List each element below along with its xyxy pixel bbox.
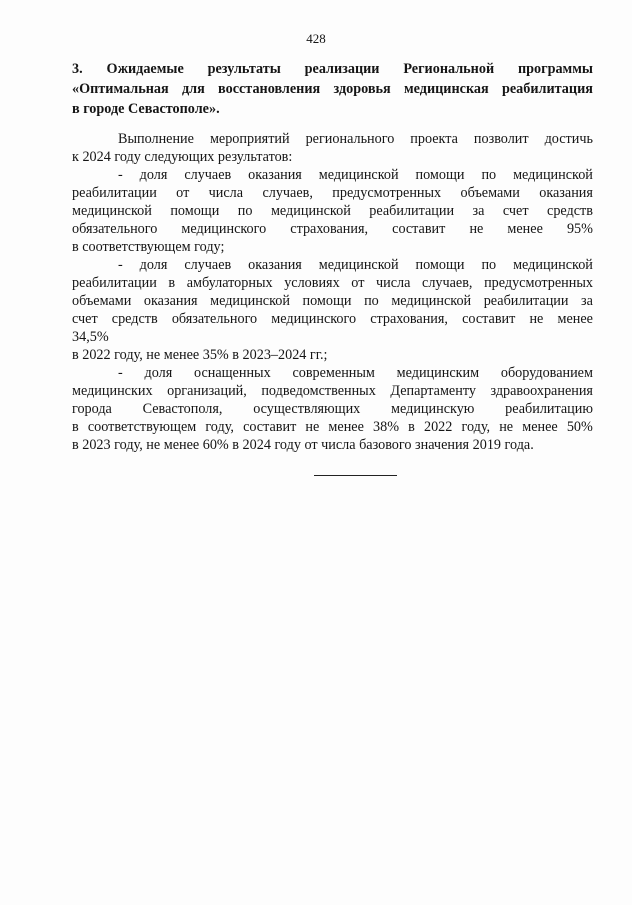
word: медицинской [318, 257, 399, 273]
word: доля [139, 167, 168, 183]
word: подведомственных [261, 383, 376, 399]
word: числа [376, 275, 411, 291]
word: для [181, 81, 205, 97]
word: регионального [305, 131, 395, 147]
word: медицинских [72, 383, 153, 399]
item2-line-2 [72, 274, 593, 292]
word: 38% [373, 419, 400, 435]
word: проекта [410, 131, 458, 147]
word: страхования, [370, 311, 448, 327]
word: соответствующем [87, 419, 197, 435]
word: Департаменту [390, 383, 476, 399]
word: за [581, 293, 593, 309]
word: средств [547, 203, 593, 219]
word: случаев [184, 257, 232, 273]
word: Ожидаемые [106, 61, 184, 77]
word: - [118, 257, 123, 273]
word: в [168, 275, 176, 291]
word: медицинского [271, 311, 357, 327]
word: «Оптимальная [72, 81, 169, 97]
page-number: 428 [306, 31, 326, 46]
item1-line-2 [72, 184, 593, 202]
word: страхования, [290, 221, 369, 237]
word: помощи [302, 293, 352, 309]
word: здравоохранения [490, 383, 593, 399]
word: реабилитацию [505, 401, 593, 417]
word: оснащенных [194, 365, 271, 381]
word: оказания [248, 167, 302, 183]
word: восстановления [218, 81, 321, 97]
item3-line-5: в 2023 году, не менее 60% в 2024 году от числа базового значения 2019 года. [72, 437, 534, 453]
item1-line-4 [72, 220, 593, 238]
item3-line-2 [72, 382, 593, 400]
word: Севастополя, [142, 401, 223, 417]
word: медицинской [513, 167, 593, 183]
word: счет [502, 203, 529, 219]
section-end-divider [314, 475, 397, 476]
word: не [469, 221, 484, 237]
intro-line-2: к 2024 году следующих результатов: [72, 149, 293, 165]
word: условиях [284, 275, 340, 291]
word: осуществляющих [253, 401, 361, 417]
word: реализации [304, 61, 380, 77]
word: Выполнение [118, 131, 194, 147]
word: реабилитации [369, 203, 455, 219]
word: доля [144, 365, 173, 381]
word: медицинской [513, 257, 593, 273]
word: позволит [473, 131, 529, 147]
word: по [364, 293, 379, 309]
word: объемами [72, 293, 132, 309]
word: составит [462, 311, 516, 327]
item2-line-3 [72, 292, 593, 310]
word: медицинской [72, 203, 152, 219]
word: году, [205, 419, 234, 435]
word: составит [243, 419, 297, 435]
word: в [72, 419, 79, 435]
word: обязательного [171, 311, 258, 327]
word: менее [557, 311, 593, 327]
word: медицинской [270, 203, 351, 219]
word: медицинского [181, 221, 267, 237]
word: в [408, 419, 415, 435]
word: менее [522, 419, 558, 435]
section-heading-line-1 [72, 59, 593, 79]
item2-line-6: в 2022 году, не менее 35% в 2023–2024 гг.; [72, 347, 328, 363]
word: оборудованием [500, 365, 593, 381]
word: объемами [460, 185, 520, 201]
word: оказания [248, 257, 302, 273]
word: - [118, 167, 123, 183]
item1-line-5: в соответствующем году; [72, 239, 225, 255]
word: предусмотренных [332, 185, 442, 201]
word: предусмотренных [484, 275, 593, 291]
word: не [305, 419, 320, 435]
word: амбулаторных [186, 275, 273, 291]
word: результаты [207, 61, 281, 77]
word: составит [392, 221, 446, 237]
word: мероприятий [209, 131, 290, 147]
word: числа [208, 185, 244, 201]
word: медицинской [391, 293, 472, 309]
word: за [472, 203, 485, 219]
word: медицинскую [391, 401, 475, 417]
word: помощи [415, 257, 465, 273]
word: году, [461, 419, 491, 435]
word: менее [507, 221, 543, 237]
word: медицинская [404, 81, 489, 97]
word: города [72, 401, 112, 417]
word: доля [139, 257, 168, 273]
word: помощи [415, 167, 465, 183]
word: оказания [539, 185, 593, 201]
word: 2022 [423, 419, 453, 435]
word: оказания [143, 293, 198, 309]
word: программы [517, 61, 593, 77]
item3-line-3 [72, 400, 593, 418]
item2-line-5: 34,5% [72, 329, 109, 345]
item1-line-1 [118, 166, 593, 184]
word: обязательного [72, 221, 158, 237]
word: - [118, 365, 123, 381]
item2-line-4 [72, 310, 593, 328]
word: от [176, 185, 190, 201]
word: по [481, 167, 497, 183]
word: по [237, 203, 253, 219]
word: случаев, [262, 185, 313, 201]
word: медицинским [396, 365, 480, 381]
word: помощи [170, 203, 220, 219]
item2-line-1 [118, 256, 593, 274]
word: от [351, 275, 365, 291]
word: медицинской [210, 293, 290, 309]
word: 50% [566, 419, 593, 435]
word: 95% [566, 221, 593, 237]
section-heading-line-2 [72, 79, 593, 99]
item1-line-3 [72, 202, 593, 220]
word: реабилитации [483, 293, 569, 309]
intro-line-1 [118, 130, 593, 148]
word: случаев [184, 167, 232, 183]
word: Региональной [403, 61, 495, 77]
word: медицинской [318, 167, 399, 183]
word: менее [328, 419, 364, 435]
item3-line-4 [72, 418, 593, 436]
word: средств [111, 311, 158, 327]
word: случаев, [422, 275, 473, 291]
word: 3. [72, 61, 83, 77]
word: не [529, 311, 544, 327]
word: организаций, [167, 383, 247, 399]
section-heading-line-3: в городе Севастополе». [72, 101, 220, 117]
word: реабилитации [72, 185, 157, 201]
word: достичь [544, 131, 593, 147]
item3-line-1 [118, 364, 593, 382]
word: по [481, 257, 497, 273]
word: современным [292, 365, 375, 381]
word: счет [72, 311, 98, 327]
word: не [499, 419, 514, 435]
word: реабилитации [72, 275, 157, 291]
word: реабилитация [501, 81, 593, 97]
word: здоровья [333, 81, 391, 97]
